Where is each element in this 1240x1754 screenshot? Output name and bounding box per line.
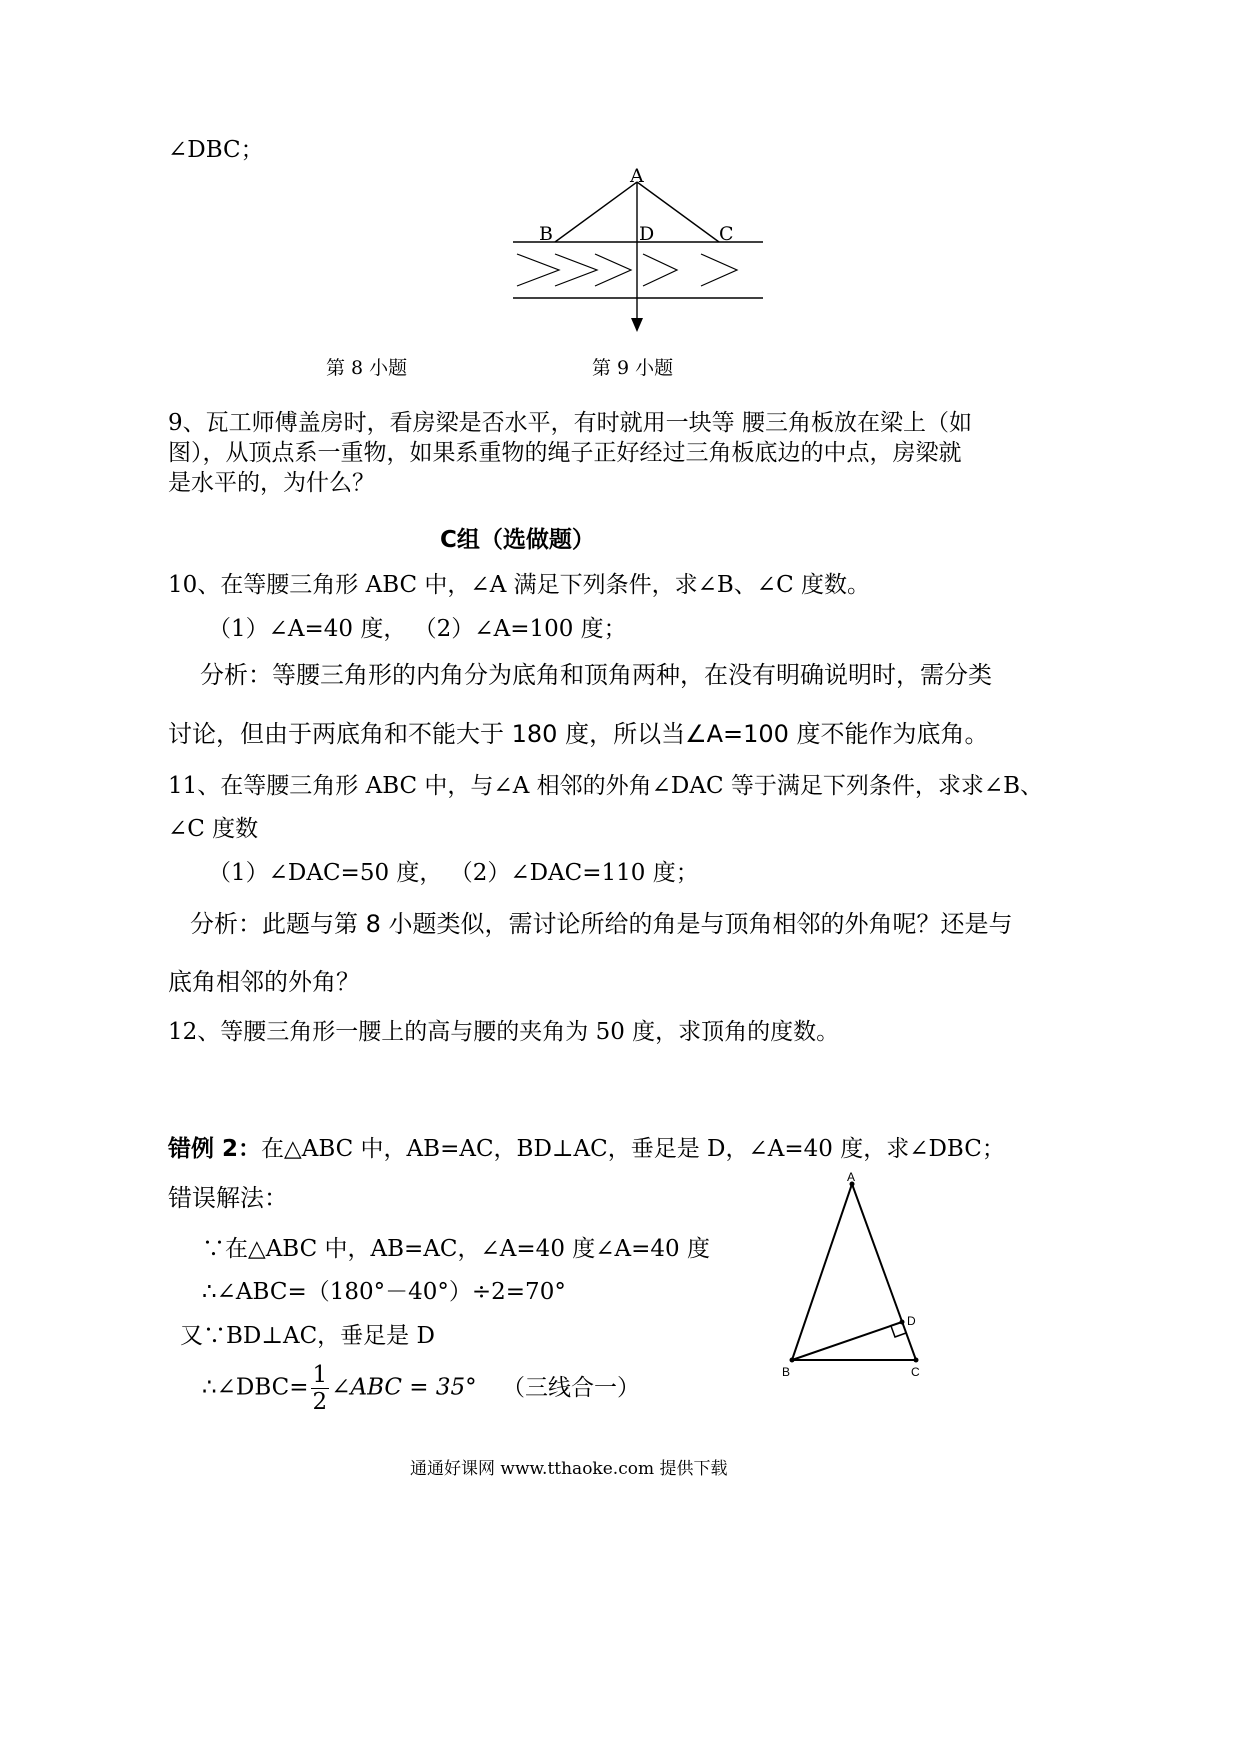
fig9-label-b: B (539, 223, 553, 245)
q9-line-1: 9、瓦工师傅盖房时，看房梁是否水平，有时就用一块等 腰三角板放在梁上（如 (168, 410, 972, 436)
q10-stem: 10、在等腰三角形 ABC 中，∠A 满足下列条件，求∠B、∠C 度数。 (168, 572, 870, 598)
fraction-denominator: 2 (312, 1389, 328, 1415)
solution-step-3: 又∵BD⊥AC，垂足是 D (180, 1323, 435, 1349)
roof-beam-figure (505, 158, 775, 338)
q10-analysis-2: 讨论，但由于两底角和不能大于 180 度，所以当∠A=100 度不能作为底角。 (168, 720, 989, 748)
segment-bd (792, 1322, 902, 1360)
q11-stem-2: ∠C 度数 (168, 816, 259, 842)
q9-line-3: 是水平的，为什么？ (168, 470, 375, 496)
label-c: C (911, 1365, 920, 1379)
caption-q9: 第 9 小题 (592, 357, 674, 379)
triangle-side-ab (555, 182, 637, 242)
step4-expression: ∠ABC = 35° (331, 1374, 477, 1401)
group-c-heading: C组（选做题） (440, 527, 595, 553)
q11-stem-1: 11、在等腰三角形 ABC 中，与∠A 相邻的外角∠DAC 等于满足下列条件，求求∠B、 (168, 773, 1044, 799)
q11-parts: （1）∠DAC=50 度， （2）∠DAC=110 度； (208, 860, 699, 886)
label-d: D (907, 1314, 916, 1328)
point-b (790, 1358, 795, 1363)
q11-analysis-2: 底角相邻的外角？ (168, 968, 360, 996)
step4-prefix: ∴∠DBC= (202, 1374, 309, 1401)
q12-stem: 12、等腰三角形一腰上的高与腰的夹角为 50 度，求顶角的度数。 (168, 1019, 840, 1045)
example2-label: 错例 2： (168, 1136, 262, 1162)
step4-note: （三线合一） (501, 1374, 640, 1401)
q11-analysis-1: 分析：此题与第 8 小题类似，需讨论所给的角是与顶角相邻的外角呢？还是与 (190, 910, 1013, 938)
caption-q8: 第 8 小题 (326, 357, 408, 379)
solution-step-1: ∵在△ABC 中，AB=AC，∠A=40 度∠A=40 度 (202, 1236, 710, 1262)
half-fraction (311, 1362, 330, 1415)
q10-analysis-1: 分析：等腰三角形的内角分为底角和顶角两种，在没有明确说明时，需分类 (200, 661, 992, 689)
q9-line-2: 图），从顶点系一重物，如果系重物的绳子正好经过三角板底边的中点，房梁就 (168, 440, 962, 466)
solution-step-2: ∴∠ABC=（180°－40°）÷2=70° (202, 1279, 566, 1305)
footer-text: 通通好课网 www.tthaoke.com 提供下载 (410, 1459, 728, 1479)
label-b: B (782, 1365, 791, 1379)
fig9-label-d: D (639, 223, 655, 245)
wrong-solution-label: 错误解法： (168, 1184, 288, 1212)
example2-line (168, 1134, 1005, 1164)
fraction-numerator: 1 (312, 1362, 328, 1388)
q10-parts: （1）∠A=40 度， （2）∠A=100 度； (208, 616, 627, 642)
example2-text: 在△ABC 中，AB=AC，BD⊥AC，垂足是 D，∠A=40 度，求∠DBC； (261, 1136, 1005, 1162)
point-d (900, 1320, 905, 1325)
side-ac (852, 1184, 916, 1360)
point-c (914, 1358, 919, 1363)
fig9-label-a: A (630, 165, 644, 187)
beam-chevrons (517, 254, 737, 286)
triangle-abc-figure (770, 1170, 940, 1385)
fig9-label-c: C (719, 223, 734, 245)
page-top-fragment: ∠DBC； (168, 137, 264, 163)
weight-arrowhead (631, 318, 643, 332)
label-a: A (847, 1170, 856, 1184)
solution-step-4 (202, 1362, 640, 1415)
side-ab (792, 1184, 852, 1360)
